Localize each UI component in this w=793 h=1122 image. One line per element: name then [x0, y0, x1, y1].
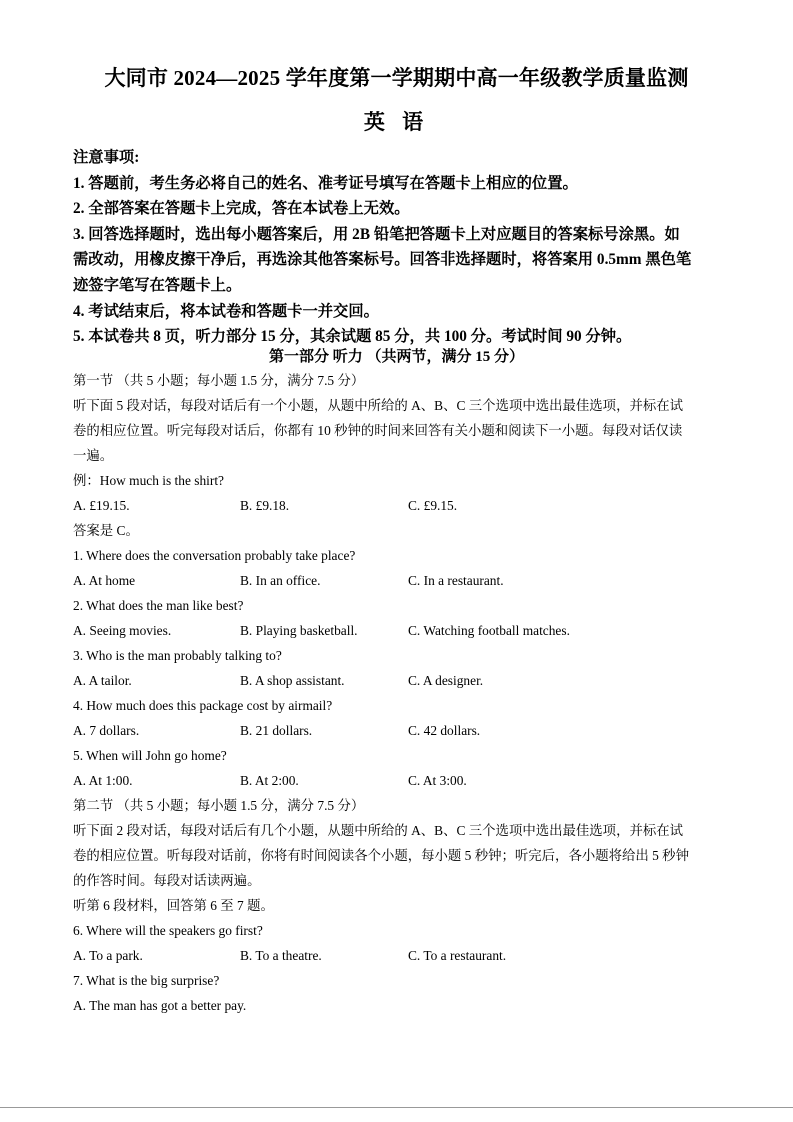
page-bottom-rule	[0, 1107, 793, 1108]
option-c: C. Watching football matches.	[408, 623, 570, 638]
option-a: A. 7 dollars.	[73, 723, 140, 738]
section2-heading: 第二节 （共 5 小题；每小题 1.5 分，满分 7.5 分）	[73, 798, 365, 813]
option-b: B. 21 dollars.	[240, 723, 313, 738]
question-options	[73, 618, 723, 643]
option-c: C. A designer.	[408, 673, 484, 688]
option-b: B. In an office.	[240, 573, 321, 588]
part1-title: 第一部分 听力 （共两节，满分 15 分）	[268, 349, 524, 365]
option-c: C. 42 dollars.	[408, 723, 481, 738]
option-b: B. To a theatre.	[240, 948, 322, 963]
question-options	[73, 568, 723, 593]
option-c: C. At 3:00.	[408, 773, 467, 788]
section1-instruction: 听下面 5 段对话，每段对话后有一个小题，从题中所给的 A、B、C 三个选项中选出最佳选项，并标在试	[73, 398, 684, 413]
notes-item: 4. 考试结束后，将本试卷和答题卡一并交回。	[73, 302, 379, 320]
option-a: A. The man has got a better pay.	[73, 998, 247, 1013]
section2-instruction: 听下面 2 段对话，每段对话后有几个小题，从题中所给的 A、B、C 三个选项中选出最佳选项，并标在试	[73, 823, 684, 838]
option-c: C. £9.15.	[408, 498, 458, 513]
option-c: C. In a restaurant.	[408, 573, 504, 588]
section1-instruction: 一遍。	[73, 448, 114, 463]
notes-heading: 注意事项:	[73, 149, 140, 166]
example-question: 例：How much is the shirt?	[73, 473, 224, 488]
subject-title: 英 语	[363, 110, 430, 134]
option-b: B. At 2:00.	[240, 773, 299, 788]
notes-item: 5. 本试卷共 8 页，听力部分 15 分，其余试题 85 分，共 100 分。考试时间 90 分钟。	[73, 328, 632, 346]
question-text: 5. When will John go home?	[73, 748, 227, 763]
option-a: A. Seeing movies.	[73, 623, 172, 638]
question-options	[73, 993, 723, 1018]
notes-item: 需改动，用橡皮擦干净后，再选涂其他答案标号。回答非选择题时，将答案用 0.5mm 黑色笔	[73, 251, 692, 269]
question-text: 2. What does the man like best?	[73, 598, 244, 613]
example-options	[73, 493, 723, 518]
question-text: 6. Where will the speakers go first?	[73, 923, 263, 938]
notes-item: 迹签字笔写在答题卡上。	[73, 276, 242, 294]
material-note: 听第 6 段材料，回答第 6 至 7 题。	[73, 898, 274, 913]
option-c: C. To a restaurant.	[408, 948, 507, 963]
question-options	[73, 668, 723, 693]
notes-item: 3. 回答选择题时，选出每小题答案后，用 2B 铅笔把答题卡上对应题目的答案标号涂黑。如	[73, 225, 680, 243]
section1-heading: 第一节 （共 5 小题；每小题 1.5 分，满分 7.5 分）	[73, 373, 365, 388]
question-text: 3. Who is the man probably talking to?	[73, 648, 282, 663]
question-text: 4. How much does this package cost by airmail?	[73, 698, 333, 713]
option-a: A. £19.15.	[73, 498, 130, 513]
question-options	[73, 718, 723, 743]
exam-title: 大同市 2024—2025 学年度第一学期期中高一年级教学质量监测	[104, 66, 689, 90]
notes-item: 1. 答题前，考生务必将自己的姓名、准考证号填写在答题卡上相应的位置。	[73, 174, 578, 192]
option-a: A. At 1:00.	[73, 773, 133, 788]
option-a: A. A tailor.	[73, 673, 132, 688]
question-options	[73, 768, 723, 793]
section2-instruction: 的作答时间。每段对话读两遍。	[73, 873, 261, 888]
option-b: B. Playing basketball.	[240, 623, 358, 638]
option-b: B. £9.18.	[240, 498, 290, 513]
section1-instruction: 卷的相应位置。听完每段对话后，你都有 10 秒钟的时间来回答有关小题和阅读下一小题。每段对话仅读	[73, 423, 683, 438]
example-answer: 答案是 C。	[73, 523, 139, 538]
question-options	[73, 943, 723, 968]
section2-instruction: 卷的相应位置。听每段对话前，你将有时间阅读各个小题，每小题 5 秒钟；听完后，各小题将给出 5 秒钟	[73, 848, 689, 863]
notes-block	[73, 145, 723, 350]
question-text: 1. Where does the conversation probably take place?	[73, 548, 356, 563]
option-a: A. At home	[73, 573, 136, 588]
notes-item: 2. 全部答案在答题卡上完成，答在本试卷上无效。	[73, 200, 410, 218]
question-text: 7. What is the big surprise?	[73, 973, 220, 988]
option-b: B. A shop assistant.	[240, 673, 345, 688]
option-a: A. To a park.	[73, 948, 143, 963]
